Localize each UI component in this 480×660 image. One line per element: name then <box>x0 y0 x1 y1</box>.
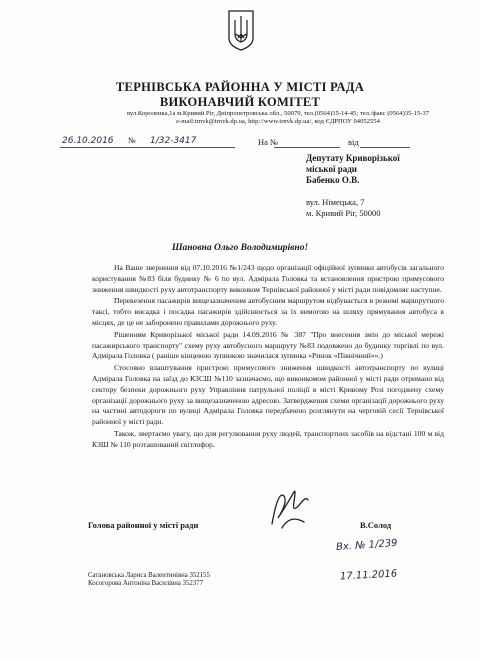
org-name: ТЕРНІВСЬКА РАЙОННА У МІСТІ РАДА <box>115 80 365 94</box>
recipient-city: м. Кривий Ріг, 50000 <box>306 208 381 218</box>
signatory-name: В.Солод <box>360 520 392 530</box>
registration-number: 1/32-3417 <box>150 136 197 146</box>
signatory-position: Голова районної у місті ради <box>88 520 199 530</box>
recipient-street: вул. Німецька, 7 <box>306 197 365 207</box>
incoming-stamp-date: 17.11.2016 <box>339 568 398 583</box>
greeting: Шановна Ольго Володимирівно! <box>171 243 309 253</box>
body-paragraph: Рішенням Криворізької міської ради 14.09.2016 № 387 "Про внесення змін до міської мережі пасажирського транспорту" схему руху автобусного маршруту №83 подовжено до будинку торгівлі по вул. Адмірала Головка ( раніше кінцевою зупинкою значилася зупинка «Ринок «Північний»».) <box>92 329 444 361</box>
org-department: ВИКОНАВЧИЙ КОМІТЕТ <box>159 95 321 109</box>
recipient-name: Бабенко О.В. <box>306 175 360 185</box>
body-paragraph: Перевезення пасажирів вищезазначеним автобусним маршрутом відбувається в режимі маршрутного таксі, тобто висадка і посадка пасажирів здійснюється за їх вимогою на шляху прямування автобуса в місцях, де це не заборонено правилами дорожнього руху. <box>92 296 444 327</box>
registration-date: 26.10.2016 <box>62 136 114 146</box>
registration-number-sign: № <box>128 136 136 145</box>
org-address: вул.Короленка,1а м.Кривий Ріг, Дніпропетровська обл., 50079, тел.(0564)35-14-45; тел./факс (0564)35-15-37 <box>127 110 429 117</box>
reference-number-label: На № <box>258 137 279 147</box>
reference-date-underline <box>360 147 410 148</box>
recipient-title: Депутату Криворізької <box>306 153 400 163</box>
reference-number-underline <box>274 147 340 148</box>
body-paragraph: На Ваше звернення від 07.10.2016 №1/243 щодо організації офіційної зупинки автобусів загального користування №83 біля будинку № 6 по вул. Адмірала Головка та встановлення пристрою примусового зниження швидкості руху автотранспорту виконком Тернівської районної у місті ради повідомляє наступне. <box>92 263 444 294</box>
incoming-stamp-number: Вх. № 1/239 <box>335 537 398 554</box>
registration-underline <box>60 147 235 148</box>
letter-body <box>92 263 444 452</box>
reference-date-label: від <box>348 137 359 147</box>
body-paragraph: Також, звертаємо увагу, що для регулювання руху людей, транспортних засобів на відстані 100 м від КЗШ № 110 розташований світлофор. <box>92 428 444 449</box>
trident-emblem-icon <box>226 8 256 52</box>
recipient-council: міської ради <box>306 164 357 174</box>
handwritten-signature <box>264 484 316 532</box>
executor: Сатановська Лариса Валентинівна 352155 <box>88 572 210 579</box>
body-paragraph: Стосовно влаштування пристрою примусового зниження швидкості автотранспорту по вулиці Адмірала Головка на заїзд до КЗСШ №110 зазначаємо, що виконкомом районної у місті ради отримано від сектору безпеки дорожнього руху Управління патрульної поліції в місті Кривому Розі погоджену схему організації дорожнього руху за вищезазначеною адресою. Затвердження схеми організації дорожнього руху на частині автодороги по вулиці Адмірала Головка передбачено розглянути на черговій сесії Тернівської районної у місті ради. <box>92 363 444 427</box>
org-contacts: e-mail:trnvk@trnvk.dp.ua, http://www.trnvk.dp.ua/, код ЄДРПОУ 04052554 <box>176 118 380 125</box>
executor: Косогорова Антоніна Василівна 352377 <box>88 580 203 587</box>
